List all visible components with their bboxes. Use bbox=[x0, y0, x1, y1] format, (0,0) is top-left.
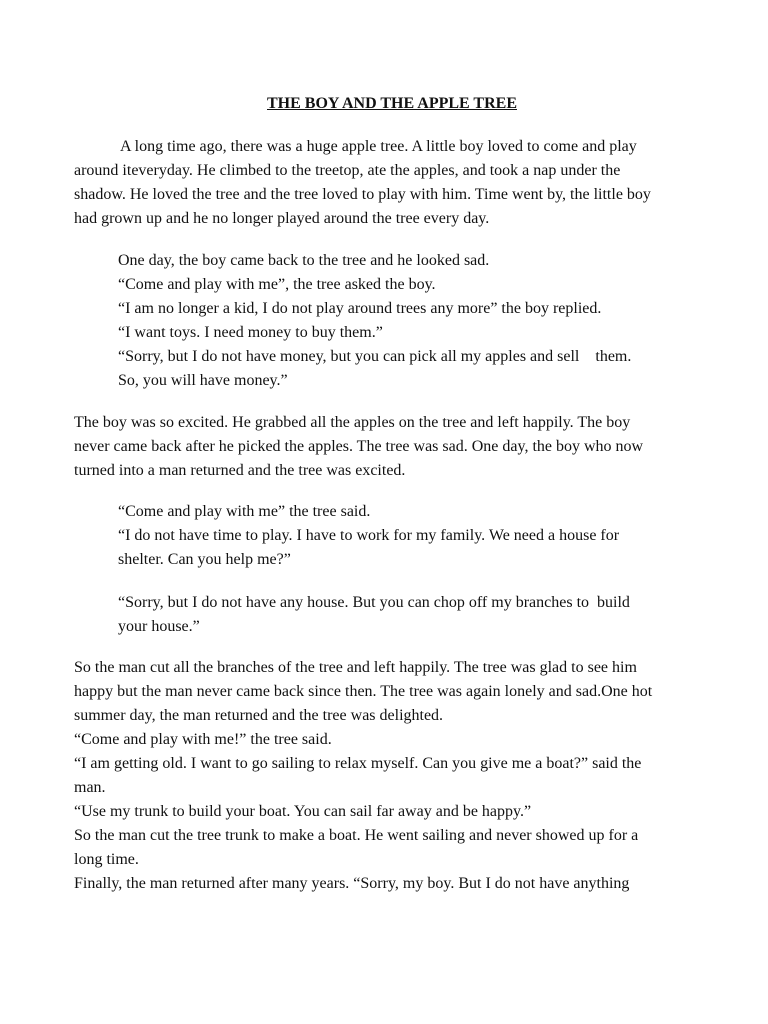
paragraph-line: man. bbox=[74, 779, 106, 796]
dialogue-line: “I am no longer a kid, I do not play around trees any more” the boy replied. bbox=[118, 300, 602, 317]
paragraph-line: turned into a man returned and the tree was excited. bbox=[74, 462, 406, 479]
paragraph-line: So the man cut the tree trunk to make a boat. He went sailing and never showed up for a bbox=[74, 827, 639, 844]
paragraph-line: The boy was so excited. He grabbed all the apples on the tree and left happily. The boy bbox=[74, 414, 631, 431]
paragraph-line: Finally, the man returned after many years. “Sorry, my boy. But I do not have anything bbox=[74, 875, 630, 892]
paragraph-line: around iteveryday. He climbed to the treetop, ate the apples, and took a nap under the bbox=[74, 162, 621, 179]
paragraph-line: had grown up and he no longer played around the tree every day. bbox=[74, 210, 490, 227]
paragraph-line: “Use my trunk to build your boat. You can sail far away and be happy.” bbox=[74, 803, 532, 820]
document-title: THE BOY AND THE APPLE TREE bbox=[267, 95, 517, 112]
dialogue-line: “Come and play with me” the tree said. bbox=[118, 503, 371, 520]
paragraph-line: long time. bbox=[74, 851, 139, 868]
paragraph-line: “Come and play with me!” the tree said. bbox=[74, 731, 332, 748]
dialogue-line: “I want toys. I need money to buy them.” bbox=[118, 324, 383, 341]
paragraph-line: summer day, the man returned and the tree was delighted. bbox=[74, 707, 444, 724]
dialogue-line: So, you will have money.” bbox=[118, 372, 288, 389]
paragraph-line: “I am getting old. I want to go sailing to relax myself. Can you give me a boat?” said the bbox=[74, 755, 642, 772]
dialogue-line: “I do not have time to play. I have to work for my family. We need a house for bbox=[118, 527, 620, 544]
dialogue-line: One day, the boy came back to the tree and he looked sad. bbox=[118, 252, 490, 269]
dialogue-line: shelter. Can you help me?” bbox=[118, 551, 291, 568]
paragraph-line: never came back after he picked the apples. The tree was sad. One day, the boy who now bbox=[74, 438, 644, 455]
paragraph-line: happy but the man never came back since then. The tree was again lonely and sad.One hot bbox=[74, 683, 653, 700]
dialogue-line: “Sorry, but I do not have money, but you can pick all my apples and sell them. bbox=[118, 348, 632, 365]
paragraph-line: So the man cut all the branches of the tree and left happily. The tree was glad to see him bbox=[74, 659, 637, 676]
dialogue-line: your house.” bbox=[118, 618, 200, 635]
paragraph-line: shadow. He loved the tree and the tree loved to play with him. Time went by, the little boy bbox=[74, 186, 651, 203]
paragraph-line: A long time ago, there was a huge apple tree. A little boy loved to come and play bbox=[120, 138, 637, 155]
dialogue-line: “Sorry, but I do not have any house. But you can chop off my branches to build bbox=[118, 594, 630, 611]
dialogue-line: “Come and play with me”, the tree asked the boy. bbox=[118, 276, 436, 293]
